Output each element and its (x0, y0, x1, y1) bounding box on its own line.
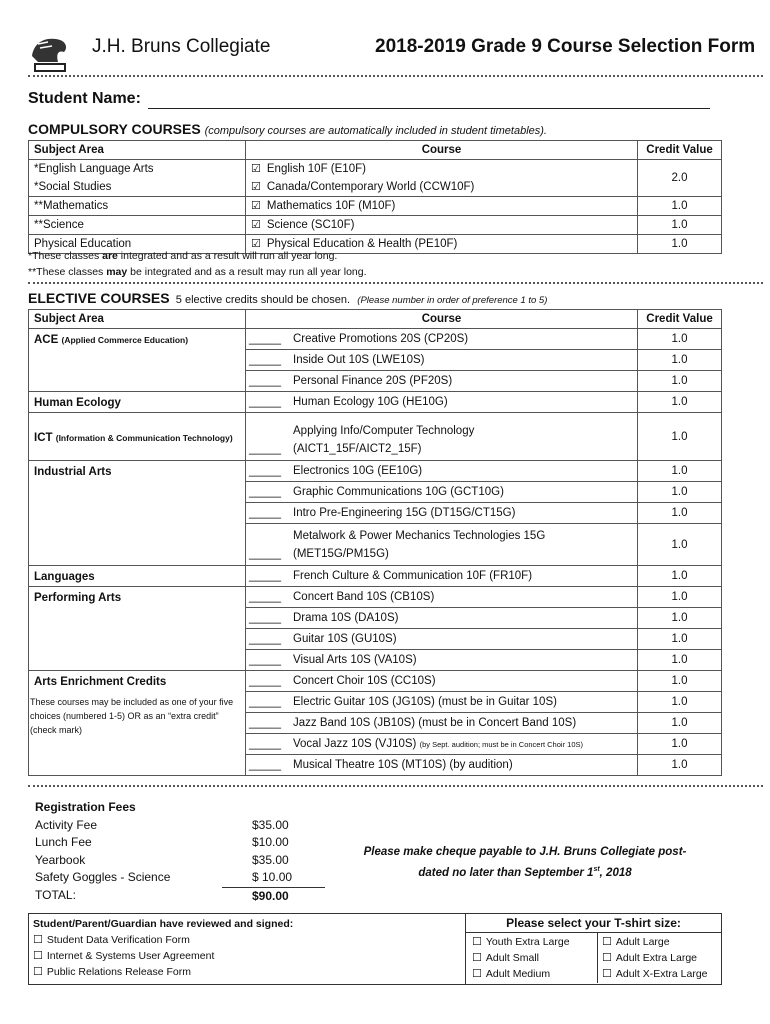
cheque-note: Please make cheque payable to J.H. Bruns Collegiate post- dated no later than September 1st, 2018 (363, 846, 687, 879)
credit-value: 1.0 (638, 755, 722, 776)
checkbox-icon[interactable]: ☐ (472, 951, 482, 964)
credit-value: 1.0 (638, 197, 722, 216)
course-name: Creative Promotions 20S (CP20S) (293, 333, 469, 345)
note-integrated: *These classes are integrated and as a result will run all year long. (28, 250, 338, 262)
subject-cell (29, 216, 246, 235)
checkbox-label: Adult Small (485, 952, 539, 964)
fee-amount: $ 10.00 (252, 870, 293, 884)
fee-amount: $35.00 (252, 852, 289, 867)
course-code: (AICT1_15F/AICT2_15F) (293, 443, 422, 455)
course-line (293, 569, 532, 584)
elective-instruction: (Please number in order of preference 1 to 5) (357, 295, 548, 306)
compulsory-row (29, 216, 722, 235)
course-name: Jazz Band 10S (JB10S) (must be in Concert Band 10S) (293, 717, 577, 729)
course-cell (246, 524, 638, 566)
credit-value: 1.0 (638, 524, 722, 566)
subject-cell (29, 413, 246, 461)
credit-value: 1.0 (638, 350, 722, 371)
subject-label: **Mathematics (34, 200, 109, 212)
elective-table (28, 309, 722, 776)
elective-row (29, 671, 722, 692)
preference-blank[interactable]: _____ (249, 696, 281, 708)
course-line (293, 716, 576, 731)
course-cell (246, 371, 638, 392)
preference-blank[interactable]: _____ (249, 465, 281, 477)
course-name: Electric Guitar 10S (JG10S) (must be in Guitar 10S) (293, 696, 557, 708)
course-name: Electronics 10G (EE10G) (293, 465, 423, 477)
subject-cell (29, 197, 246, 216)
preference-blank[interactable]: _____ (249, 443, 281, 455)
school-logo (28, 34, 70, 74)
checkbox-label: Adult X-Extra Large (615, 968, 708, 980)
header-credit: Credit Value (638, 310, 722, 329)
credit-value: 1.0 (638, 692, 722, 713)
subject-label: ICT (34, 431, 53, 444)
course-line (293, 464, 422, 479)
compulsory-heading (28, 121, 547, 137)
checkbox-icon[interactable]: ☐ (602, 935, 612, 948)
checkbox-label: Adult Medium (485, 968, 551, 980)
credit-value: 1.0 (638, 650, 722, 671)
course-name: Metalwork & Power Mechanics Technologies 15G (293, 530, 546, 542)
preference-blank[interactable]: _____ (249, 548, 281, 560)
compulsory-subtitle: (compulsory courses are automatically included in student timetables). (204, 125, 547, 137)
credit-value: 1.0 (638, 503, 722, 524)
subject-label: *English Language Arts (34, 163, 154, 175)
course-line (293, 737, 583, 752)
course-name: Drama 10S (DA10S) (293, 612, 399, 624)
elective-row (29, 566, 722, 587)
header-subject: Subject Area (29, 141, 246, 160)
course-name: Science (SC10F) (266, 219, 355, 231)
course-note: (by Sept. audition; must be in Concert Choir 10S) (419, 740, 583, 749)
course-name: English 10F (E10F) (266, 163, 366, 175)
credit-value: 1.0 (638, 216, 722, 235)
header-course: Course (246, 141, 638, 160)
elective-subtitle: 5 elective credits should be chosen. (175, 294, 351, 306)
course-line (293, 374, 452, 389)
course-cell (246, 461, 638, 482)
course-line (293, 506, 515, 521)
compulsory-row (29, 160, 722, 197)
course-line (293, 395, 448, 410)
course-name: Musical Theatre 10S (MT10S) (by audition) (293, 759, 513, 771)
course-name: Guitar 10S (GU10S) (293, 633, 397, 645)
credit-value: 1.0 (638, 629, 722, 650)
course-cell (246, 587, 638, 608)
elective-row (29, 329, 722, 350)
checkbox-item[interactable] (472, 934, 591, 950)
fees-title: Registration Fees (35, 800, 136, 814)
course-code: (MET15G/PM15G) (293, 548, 389, 560)
course-name: Applying Info/Computer Technology (293, 425, 475, 437)
fee-total-row (35, 887, 325, 906)
checkbox-item[interactable] (602, 950, 708, 966)
credit-value: 1.0 (638, 235, 722, 254)
subject-label: Physical Education (34, 238, 132, 250)
preference-blank[interactable]: _____ (249, 333, 281, 345)
compulsory-row (29, 197, 722, 216)
checkbox-item[interactable] (33, 964, 461, 980)
subject-label: Arts Enrichment Credits (34, 676, 167, 688)
preference-blank[interactable]: _____ (249, 675, 281, 687)
checkbox-item[interactable] (602, 934, 708, 950)
course-cell (246, 482, 638, 503)
total-label: TOTAL: (35, 887, 76, 902)
checkbox-label: Adult Large (615, 936, 670, 948)
course-name: Inside Out 10S (LWE10S) (293, 354, 425, 366)
course-line (293, 332, 468, 347)
checkbox-item[interactable] (602, 966, 708, 982)
subject-label: **Science (34, 219, 84, 231)
course-cell (246, 503, 638, 524)
course-item (251, 178, 632, 196)
school-name: J.H. Bruns Collegiate (92, 36, 271, 57)
course-cell (246, 392, 638, 413)
credit-value: 1.0 (638, 587, 722, 608)
checkbox-label: Youth Extra Large (485, 936, 570, 948)
checkbox-item[interactable] (33, 932, 461, 948)
student-name-label: Student Name: (28, 90, 141, 107)
course-name: French Culture & Communication 10F (FR10F) (293, 570, 533, 582)
checkbox-icon[interactable]: ☐ (472, 967, 482, 980)
credit-value: 1.0 (638, 608, 722, 629)
total-amount: $90.00 (222, 887, 325, 906)
credit-value: 1.0 (638, 371, 722, 392)
course-line (293, 485, 504, 500)
credit-value: 1.0 (638, 392, 722, 413)
checkbox-icon[interactable]: ☐ (602, 951, 612, 964)
subject-label: Industrial Arts (34, 466, 112, 478)
course-line (293, 674, 436, 689)
course-cell (246, 160, 638, 197)
subject-cell (29, 461, 246, 566)
checkbox-checked-icon[interactable]: ☑ (251, 162, 261, 175)
checkbox-item[interactable] (472, 966, 591, 982)
credit-value: 1.0 (638, 482, 722, 503)
registration-fees (35, 799, 325, 905)
course-line (293, 611, 398, 626)
course-name: Vocal Jazz 10S (VJ10S) (293, 738, 417, 750)
course-cell (246, 692, 638, 713)
subject-label: Languages (34, 571, 95, 583)
fee-label: Yearbook (35, 852, 86, 867)
checkbox-label: Student Data Verification Form (46, 934, 190, 946)
preference-blank[interactable]: _____ (249, 375, 281, 387)
divider (28, 75, 763, 77)
subject-cell (29, 160, 246, 197)
course-item (251, 160, 632, 178)
note-may-integrate: **These classes may be integrated and as a result may run all year long. (28, 266, 367, 278)
divider (28, 282, 763, 284)
course-line (293, 353, 424, 368)
course-line (293, 653, 417, 668)
fee-row (35, 869, 325, 887)
preference-blank[interactable]: _____ (249, 396, 281, 408)
fee-row (35, 817, 325, 835)
credit-value: 1.0 (638, 461, 722, 482)
subject-label: Performing Arts (34, 592, 122, 604)
course-cell (246, 608, 638, 629)
subject-label: ACE (34, 334, 59, 346)
checkbox-checked-icon[interactable]: ☑ (251, 180, 261, 193)
course-line (293, 422, 474, 440)
checkbox-icon[interactable]: ☐ (33, 965, 43, 978)
elective-row (29, 392, 722, 413)
preference-blank[interactable]: _____ (249, 633, 281, 645)
course-cell (246, 671, 638, 692)
subject-cell (29, 392, 246, 413)
preference-blank[interactable]: _____ (249, 612, 281, 624)
checkbox-checked-icon[interactable]: ☑ (251, 237, 261, 250)
credit-value: 1.0 (638, 413, 722, 461)
credit-value: 1.0 (638, 566, 722, 587)
preference-blank[interactable]: _____ (249, 486, 281, 498)
course-line (293, 632, 397, 647)
elective-heading (28, 290, 547, 306)
header-credit: Credit Value (638, 141, 722, 160)
credit-value: 1.0 (638, 713, 722, 734)
checkbox-label: Internet & Systems User Agreement (46, 950, 215, 962)
subject-cell (29, 566, 246, 587)
preference-blank[interactable]: _____ (249, 717, 281, 729)
subject-label: *Social Studies (34, 181, 112, 193)
course-name: Personal Finance 20S (PF20S) (293, 375, 453, 387)
compulsory-title: COMPULSORY COURSES (28, 121, 201, 137)
credit-value: 1.0 (638, 329, 722, 350)
signed-title: Student/Parent/Guardian have reviewed and signed: (33, 918, 294, 930)
course-cell (246, 650, 638, 671)
fee-label: Safety Goggles - Science (35, 870, 171, 884)
subject-description: (Information & Communication Technology) (55, 432, 233, 443)
fee-amount: $35.00 (252, 817, 289, 832)
preference-blank[interactable]: _____ (249, 570, 281, 582)
student-name-field[interactable] (148, 108, 710, 109)
preference-blank[interactable]: _____ (249, 507, 281, 519)
fee-amount: $10.00 (252, 835, 289, 849)
elective-row (29, 461, 722, 482)
course-name: Visual Arts 10S (VA10S) (293, 654, 417, 666)
checkbox-icon[interactable]: ☐ (602, 967, 612, 980)
preference-blank[interactable]: _____ (249, 759, 281, 771)
course-cell (246, 713, 638, 734)
course-name: Mathematics 10F (M10F) (266, 200, 396, 212)
fee-label: Activity Fee (35, 817, 98, 832)
fee-label: Lunch Fee (35, 835, 92, 849)
course-cell (246, 216, 638, 235)
preference-blank[interactable]: _____ (249, 354, 281, 366)
subject-cell (29, 329, 246, 392)
tshirt-box (465, 913, 722, 985)
subject-cell (29, 587, 246, 671)
course-cell (246, 566, 638, 587)
course-cell (246, 329, 638, 350)
course-cell (246, 629, 638, 650)
course-item (251, 197, 632, 215)
credit-value: 1.0 (638, 671, 722, 692)
fee-row (35, 834, 325, 852)
credit-value: 2.0 (638, 160, 722, 197)
subject-description: (Applied Commerce Education) (61, 335, 189, 345)
elective-row (29, 413, 722, 461)
course-cell (246, 755, 638, 776)
course-item (251, 216, 632, 234)
course-line (293, 590, 434, 605)
course-name: Intro Pre-Engineering 15G (DT15G/CT15G) (293, 507, 516, 519)
preference-blank[interactable]: _____ (249, 738, 281, 750)
course-line (293, 758, 513, 773)
checkbox-label: Public Relations Release Form (46, 966, 192, 978)
course-cell (246, 197, 638, 216)
divider (28, 785, 763, 787)
course-name: Physical Education & Health (PE10F) (266, 238, 458, 250)
compulsory-table (28, 140, 722, 254)
credit-value: 1.0 (638, 734, 722, 755)
checkbox-checked-icon[interactable]: ☑ (251, 199, 261, 212)
checkbox-item[interactable] (33, 948, 461, 964)
course-name: Concert Band 10S (CB10S) (293, 591, 435, 603)
course-line (293, 695, 557, 710)
header-subject: Subject Area (29, 310, 246, 329)
header-course: Course (246, 310, 638, 329)
course-cell (246, 413, 638, 461)
checkbox-icon[interactable]: ☐ (472, 935, 482, 948)
course-name: Canada/Contemporary World (CCW10F) (266, 181, 475, 193)
subject-label: Human Ecology (34, 397, 121, 409)
preference-blank[interactable]: _____ (249, 654, 281, 666)
checkbox-icon[interactable]: ☐ (33, 933, 43, 946)
course-name: Graphic Communications 10G (GCT10G) (293, 486, 504, 498)
elective-title: ELECTIVE COURSES (28, 290, 170, 306)
course-cell (246, 734, 638, 755)
fee-row (35, 852, 325, 870)
course-line (293, 527, 545, 545)
preference-blank[interactable]: _____ (249, 591, 281, 603)
course-name: Concert Choir 10S (CC10S) (293, 675, 436, 687)
subject-note: These courses may be included as one of your five choices (numbered 1-5) OR as an “extra credit” (check mark) (30, 697, 234, 735)
tshirt-title: Please select your T-shirt size: (466, 914, 721, 933)
subject-cell (29, 671, 246, 776)
checkbox-label: Adult Extra Large (615, 952, 698, 964)
course-name: Human Ecology 10G (HE10G) (293, 396, 448, 408)
checkbox-item[interactable] (472, 950, 591, 966)
form-title: 2018-2019 Grade 9 Course Selection Form (375, 36, 756, 57)
course-cell (246, 350, 638, 371)
checkbox-checked-icon[interactable]: ☑ (251, 218, 261, 231)
elective-row (29, 587, 722, 608)
checkbox-icon[interactable]: ☐ (33, 949, 43, 962)
signed-box (28, 913, 466, 985)
